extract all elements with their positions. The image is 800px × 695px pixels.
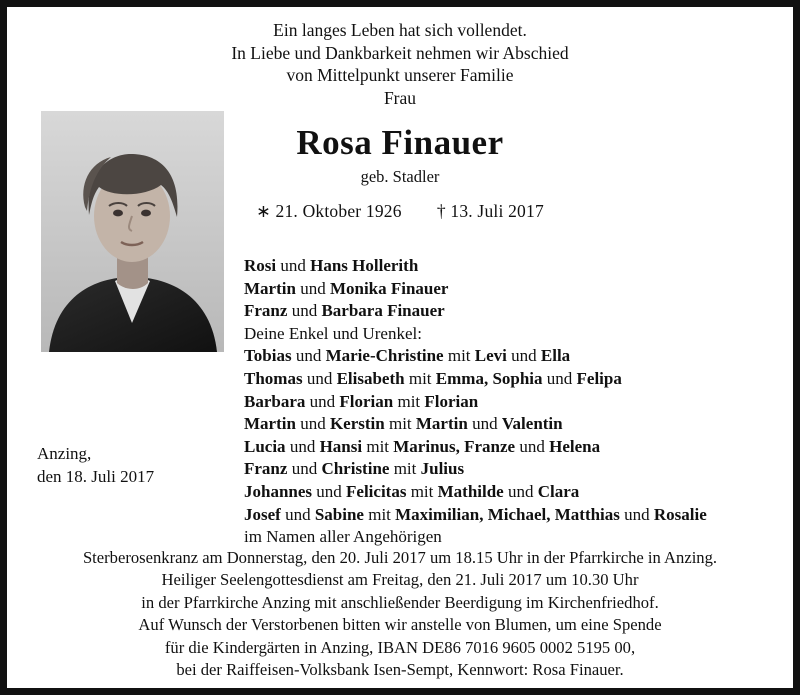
place-line: Anzing, (37, 444, 92, 463)
family-connector-text: mit (389, 459, 421, 479)
family-connector-text: und (542, 368, 577, 388)
family-name-text: Florian (424, 391, 479, 411)
family-line (244, 368, 775, 391)
family-connector-text: und (515, 436, 550, 456)
family-line (244, 345, 775, 368)
family-line (244, 526, 775, 549)
family-connector-text: und (276, 256, 311, 275)
family-name-text: Franz (244, 459, 288, 479)
birth-date: ∗ 21. Oktober 1926 (256, 201, 402, 221)
family-connector-text: und (280, 504, 315, 524)
family-name-text: Felipa (576, 368, 622, 388)
intro-text (21, 19, 779, 109)
family-name-text: Martin (244, 414, 296, 434)
family-name-text: Hans Hollerith (310, 256, 419, 275)
family-connector-text: und (312, 481, 347, 501)
intro-line-2: In Liebe und Dankbarkeit nehmen wir Abschied (231, 42, 569, 63)
family-name-text: Mathilde (437, 481, 504, 501)
family-connector-text: und (619, 504, 654, 524)
family-name-text: Rosi (244, 256, 277, 275)
death-date: † 13. Juli 2017 (436, 201, 544, 221)
intro-line-4: Frau (383, 87, 417, 108)
family-line (244, 458, 775, 481)
family-name-text: Hansi (319, 436, 363, 456)
family-name-text: Martin (244, 278, 296, 298)
family-line (244, 323, 775, 346)
family-name-text: Sabine (314, 504, 364, 524)
family-name-text: Monika Finauer (329, 278, 449, 298)
family-line (244, 255, 775, 278)
service-line: in der Pfarrkirche Anzing mit anschließender Beerdigung im Kirchenfriedhof. (141, 592, 659, 612)
family-name-text: Barbara Finauer (321, 301, 445, 321)
family-connector-text: Deine Enkel und Urenkel: (244, 323, 422, 343)
family-name-text: Martin (415, 414, 468, 434)
family-list (244, 255, 775, 549)
family-connector-text: mit (443, 346, 475, 366)
family-name-text: Helena (549, 436, 601, 456)
service-line: Heiliger Seelengottesdienst am Freitag, den 21. Juli 2017 um 10.30 Uhr (161, 570, 639, 590)
family-name-text: Florian (339, 391, 394, 411)
family-connector-text: mit (362, 436, 394, 456)
family-name-text: Marinus, Franze (393, 436, 516, 456)
family-name-text: Felicitas (346, 481, 407, 501)
family-line (244, 504, 775, 527)
family-connector-text: mit (406, 481, 438, 501)
intro-line-3: von Mittelpunkt unserer Familie (286, 65, 514, 85)
family-name-text: Julius (420, 459, 465, 479)
notice-date-line: den 18. Juli 2017 (37, 467, 155, 486)
family-connector-text: und (302, 368, 337, 388)
family-line (244, 278, 775, 301)
family-line (244, 481, 775, 504)
family-name-text: Barbara (244, 391, 306, 411)
family-connector-text: und (295, 278, 330, 298)
family-connector-text: und (285, 436, 320, 456)
family-connector-text: und (287, 459, 322, 479)
family-line (244, 391, 775, 414)
family-connector-text: und (506, 346, 541, 366)
family-name-text: Johannes (244, 481, 313, 501)
maiden-name: geb. Stadler (360, 167, 440, 186)
family-connector-text: und (295, 414, 330, 434)
family-name-text: Elisabeth (336, 368, 405, 388)
family-connector-text: mit (384, 414, 416, 434)
service-line: Sterberosenkranz am Donnerstag, den 20. Juli 2017 um 18.15 Uhr in der Pfarrkirche in Anzing. (82, 548, 718, 567)
family-connector-text: und (467, 414, 502, 434)
family-name-text: Tobias (244, 346, 292, 366)
family-connector-text: und (291, 346, 326, 366)
service-details (21, 547, 779, 681)
family-name-text: Josef (244, 504, 281, 524)
family-connector-text: im Namen aller Angehörigen (244, 527, 442, 547)
portrait-photo (41, 111, 224, 352)
family-name-text: Thomas (244, 368, 303, 388)
place-date-block (37, 442, 154, 488)
family-line (244, 300, 775, 323)
family-connector-text: und (503, 481, 538, 501)
family-name-text: Maximilian, Michael, Matthias (395, 504, 620, 524)
family-connector-text: und (287, 301, 322, 321)
family-name-text: Emma, Sophia (435, 368, 543, 388)
family-name-text: Valentin (501, 414, 563, 434)
family-line (244, 436, 775, 459)
service-line: bei der Raiffeisen-Volksbank Isen-Sempt, Kennwort: Rosa Finauer. (176, 660, 624, 680)
family-name-text: Rosalie (653, 504, 707, 524)
service-line: Auf Wunsch der Verstorbenen bitten wir anstelle von Blumen, um eine Spende (138, 615, 662, 635)
family-name-text: Kerstin (329, 414, 385, 434)
family-connector-text: und (305, 391, 340, 411)
family-connector-text: mit (393, 391, 425, 411)
family-name-text: Christine (321, 459, 390, 479)
family-name-text: Lucia (244, 436, 286, 456)
family-name-text: Marie-Christine (325, 346, 444, 366)
family-name-text: Franz (244, 301, 288, 321)
service-line: für die Kindergärten in Anzing, IBAN DE86 7016 9605 0002 5195 00, (164, 637, 636, 657)
family-connector-text: mit (363, 504, 396, 524)
family-name-text: Clara (537, 481, 580, 501)
family-connector-text: mit (404, 368, 436, 388)
family-line (244, 413, 775, 436)
portrait-image (41, 111, 224, 352)
deceased-name: Rosa Finauer (296, 123, 504, 162)
family-name-text: Levi (474, 346, 507, 366)
intro-line-1: Ein langes Leben hat sich vollendet. (273, 20, 527, 40)
family-name-text: Ella (540, 346, 571, 366)
